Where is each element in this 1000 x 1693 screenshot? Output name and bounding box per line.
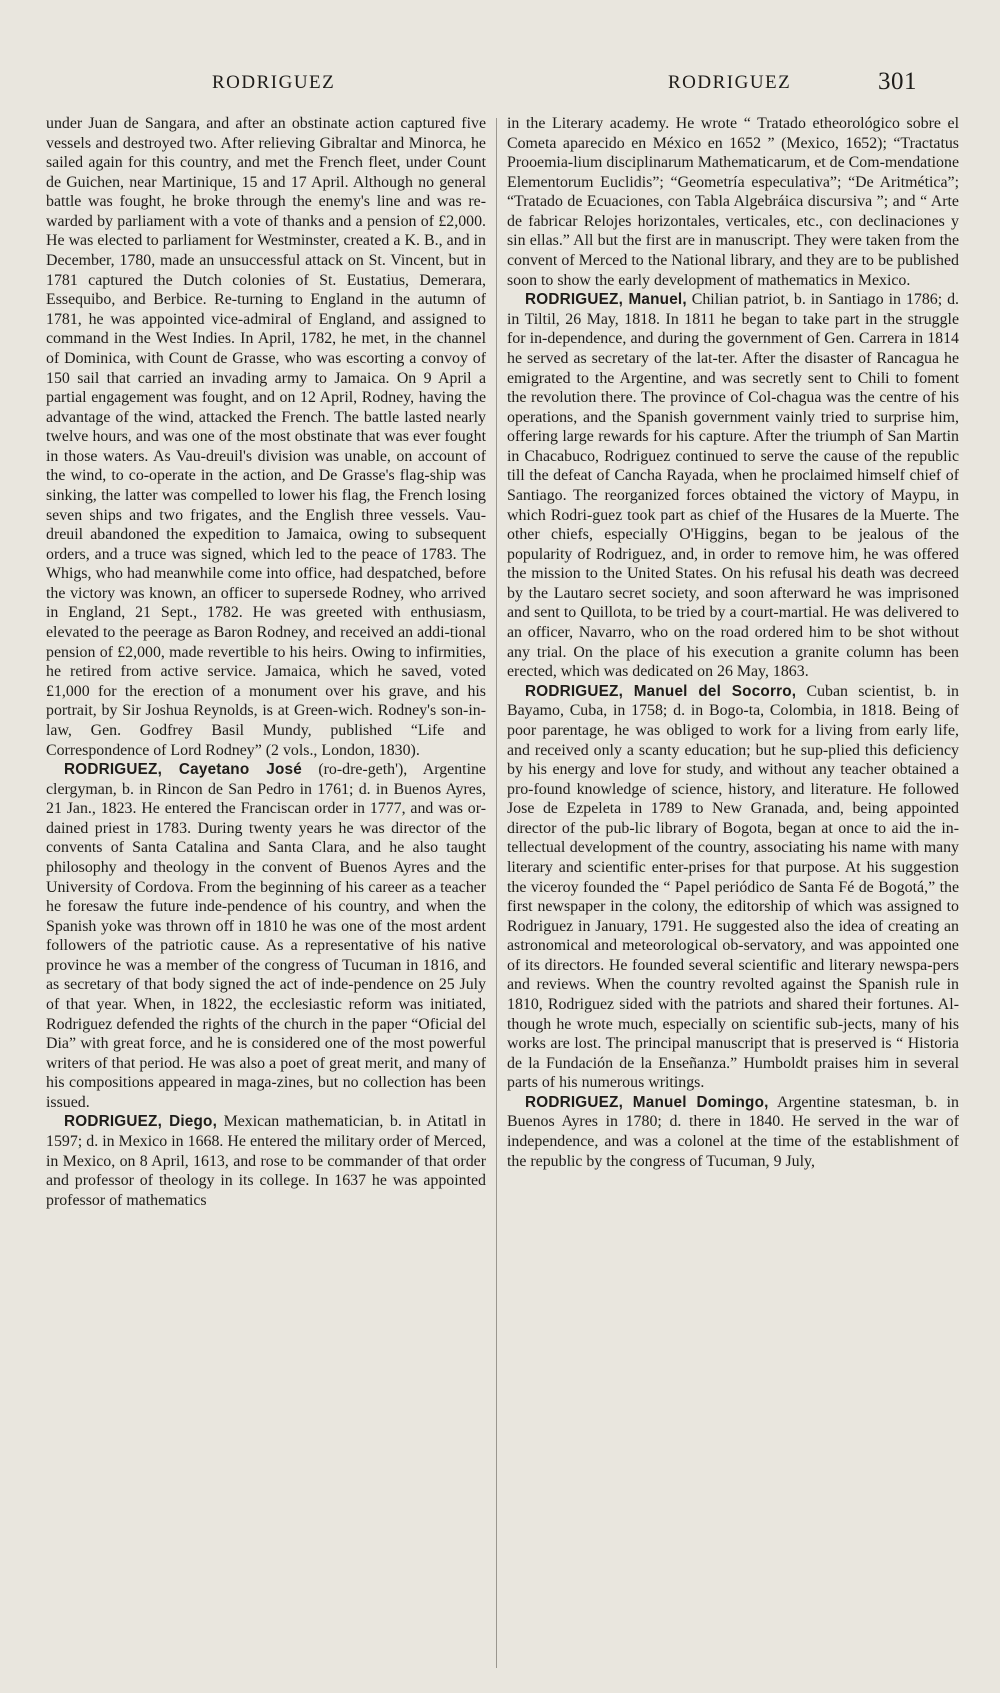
- entry-headword: RODRIGUEZ, Diego,: [64, 1113, 218, 1131]
- entry-text: Chilian patriot, b. in Santiago in 1786; d. in Tiltil, 26 May, 1818. In 1811 he began to take part in the struggle for in-dependence, and during the government of Gen. Carrera in 1814 he served as secretary of the lat-ter. After the disaster of Rancagua he emigrated to the Argentine, and was secretly sent to Chili to foment the revolution there. The province of Col-chagua was the centre of his operations, and the Spanish government vainly tried to surprise him, offering large rewards for his capture. After the triumph of San Martin in Chacabuco, Rodriguez continued to serve the cause of the republic till the defeat of Cancha Rayada, when he proclaimed himself chief of Santiago. The reorganized forces obtained the victory of Maypu, in which Rodri-guez took part as chief of the Husares de la Muerte. The other chiefs, especially O'Higgins, began to be jealous of the popularity of Rodriguez, and, in order to remove him, he was offered the mission to the United States. On his refusal his death was decreed by the Lautaro secret society, and soon afterward he was imprisoned and sent to Quillota, to be tried by a court-martial. He was delivered to an officer, Navarro, who on the road ordered him to be shot without any trial. On the place of his execution a granite column has been erected, which was dedicated on 26 May, 1863.: [507, 291, 959, 681]
- entry-headword: RODRIGUEZ, Manuel,: [525, 291, 687, 309]
- entry-text: (ro-dre-geth'), Argentine clergyman, b. in Rincon de San Pedro in 1761; d. in Buenos Ayres, 21 Jan., 1823. He entered the Franciscan order in 1777, and was or-dained priest in 1783. During twenty years he was director of the convents of Santa Catalina and Santa Clara, and he also taught philosophy and theology in the convent of Buenos Ayres and the University of Cordova. From the beginning of his career as a teacher he foresaw the future inde-pendence of his country, and when the Spanish yoke was thrown off in 1810 he was one of the most ardent followers of the patriotic cause. As a representative of his native province he was a member of the congress of Tucuman in 1816, and as secretary of that body signed the act of inde-pendence on 25 July of that year. When, in 1822, the ecclesiastic reform was initiated, Rodriguez defended the rights of the church in the paper “Oficial del Dia” with great force, and he is considered one of the most powerful writers of that period. He was also a poet of great merit, and many of his compositions appeared in maga-zines, but no collection has been issued.: [46, 761, 486, 1111]
- diego-entry-continuation: in the Literary academy. He wrote “ Tratado etheorológico sobre el Cometa aparecido en México en 1652 ” (Mexico, 1652); “Tractatus Prooemia-lium disciplinarum Mathematicarum, et de Com-mendatione Elementorum Euclidis”; “Geometría especulativa”; “De Aritmética”; “Tratado de Ecuaciones, con Tabla Algebráica discursiva ”; and “ Arte de fabricar Relojes horizontales, verticales, etc., con declinaciones y sin ellas.” All but the first are in manuscript. They were taken from the convent of Merced to the National library, and they are to be published soon to show the early development of mathematics in Mexico.: [507, 115, 959, 289]
- entry-manuel: [507, 290, 959, 682]
- entry-cayetano-jose: [46, 760, 486, 1112]
- entry-headword: RODRIGUEZ, Manuel Domingo,: [525, 1093, 769, 1111]
- entry-headword: RODRIGUEZ, Manuel del Socorro,: [525, 682, 797, 700]
- entry-text: Mexican mathematician, b. in Atitatl in 1597; d. in Mexico in 1668. He entered the military order of Merced, in Mexico, on 8 April, 1613, and rose to be commander of that order and professor of theology in its college. In 1637 he was appointed professor of mathematics: [46, 1113, 486, 1209]
- entry-diego: [46, 1112, 486, 1210]
- entry-headword: RODRIGUEZ, Cayetano José: [64, 761, 302, 779]
- left-column: [46, 114, 486, 1684]
- page-number: 301: [878, 68, 917, 95]
- running-head-left: RODRIGUEZ: [212, 72, 336, 93]
- entry-text: Argentine statesman, b. in Buenos Ayres in 1780; d. there in 1840. He served in the war of independence, and was a colonel at the time of the establishment of the republic by the congress of Tucuman, 9 July,: [507, 1093, 959, 1170]
- entry-manuel-domingo: [507, 1093, 959, 1171]
- running-head-right: RODRIGUEZ: [668, 72, 792, 93]
- running-head: [0, 66, 1000, 96]
- column-divider: [496, 118, 497, 1668]
- right-column: [507, 114, 959, 1684]
- rodney-entry-continuation: under Juan de Sangara, and after an obstinate action captured five vessels and destroyed two. After relieving Gibraltar and Minorca, he sailed again for this country, and met the French fleet, under Count de Guichen, near Martinique, 15 and 17 April. Although no general battle was fought, he broke through the enemy's line and was re-warded by parliament with a vote of thanks and a pension of £2,000. He was elected to parliament for Westminster, created a K. B., and in December, 1780, made an unsuccessful attack on St. Vincent, but in 1781 captured the Dutch colonies of St. Eustatius, Demerara, Essequibo, and Berbice. Re-turning to England in the autumn of 1781, he was appointed vice-admiral of England, and assigned to command in the West Indies. In April, 1782, he met, in the channel of Dominica, with Count de Grasse, who was escorting a convoy of 150 sail that carried an invading army to Jamaica. On 9 April a partial engagement was fought, and on 12 April, Rodney, having the advantage of the wind, attacked the French. The battle lasted nearly twelve hours, and was one of the most obstinate that was ever fought in those waters. As Vau-dreuil's division was unable, on account of the wind, to co-operate in the action, and De Grasse's flag-ship was sinking, the latter was compelled to lower his flag, the French losing seven ships and two frigates, and the English three vessels. Vau-dreuil abandoned the expedition to Jamaica, owing to subsequent orders, and a truce was signed, which led to the peace of 1783. The Whigs, who had meanwhile come into office, had despatched, before the victory was known, an officer to supersede Rodney, who arrived in England, 21 Sept., 1782. He was greeted with enthusiasm, elevated to the peerage as Baron Rodney, and received an addi-tional pension of £2,000, made revertible to his heirs. Owing to infirmities, he retired from active service. Jamaica, which he saved, voted £1,000 for the erection of a monument over his grave, and his portrait, by Sir Joshua Reynolds, is at Green-wich. Rodney's son-in-law, Gen. Godfrey Basil Mundy, published “Life and Correspondence of Lord Rodney” (2 vols., London, 1830).: [46, 115, 486, 759]
- entry-text: Cuban scientist, b. in Bayamo, Cuba, in 1758; d. in Bogo-ta, Colombia, in 1818. Being of poor parentage, he was obliged to work for a living from early life, and received only a scanty education; but he sup-plied this deficiency by his energy and love for study, and without any teacher obtained a pro-found knowledge of science, history, and literature. He followed Jose de Ezpeleta in 1789 to New Granada, and, being appointed director of the pub-lic library of Bogota, began at once to aid the in-tellectual development of the country, associating his name with many literary and scientific enter-prises for that purpose. At his suggestion the viceroy founded the “ Papel periódico de Santa Fé de Bogotá,” the first newspaper in the colony, the editorship of which was assigned to Rodriguez in January, 1791. He suggested also the idea of creating an astronomical and meteorological ob-servatory, and was appointed one of its directors. He founded several scientific and literary newspa-pers and reviews. When the country revolted against the Spanish rule in 1810, Rodriguez sided with the patriots and shared their fortunes. Al-though he wrote much, especially on scientific sub-jects, many of his works are lost. The principal manuscript that is preserved is “ Historia de la Fundación de la Enseñanza.” Humboldt praises him in several parts of his numerous writings.: [507, 682, 959, 1092]
- entry-manuel-del-socorro: [507, 682, 959, 1093]
